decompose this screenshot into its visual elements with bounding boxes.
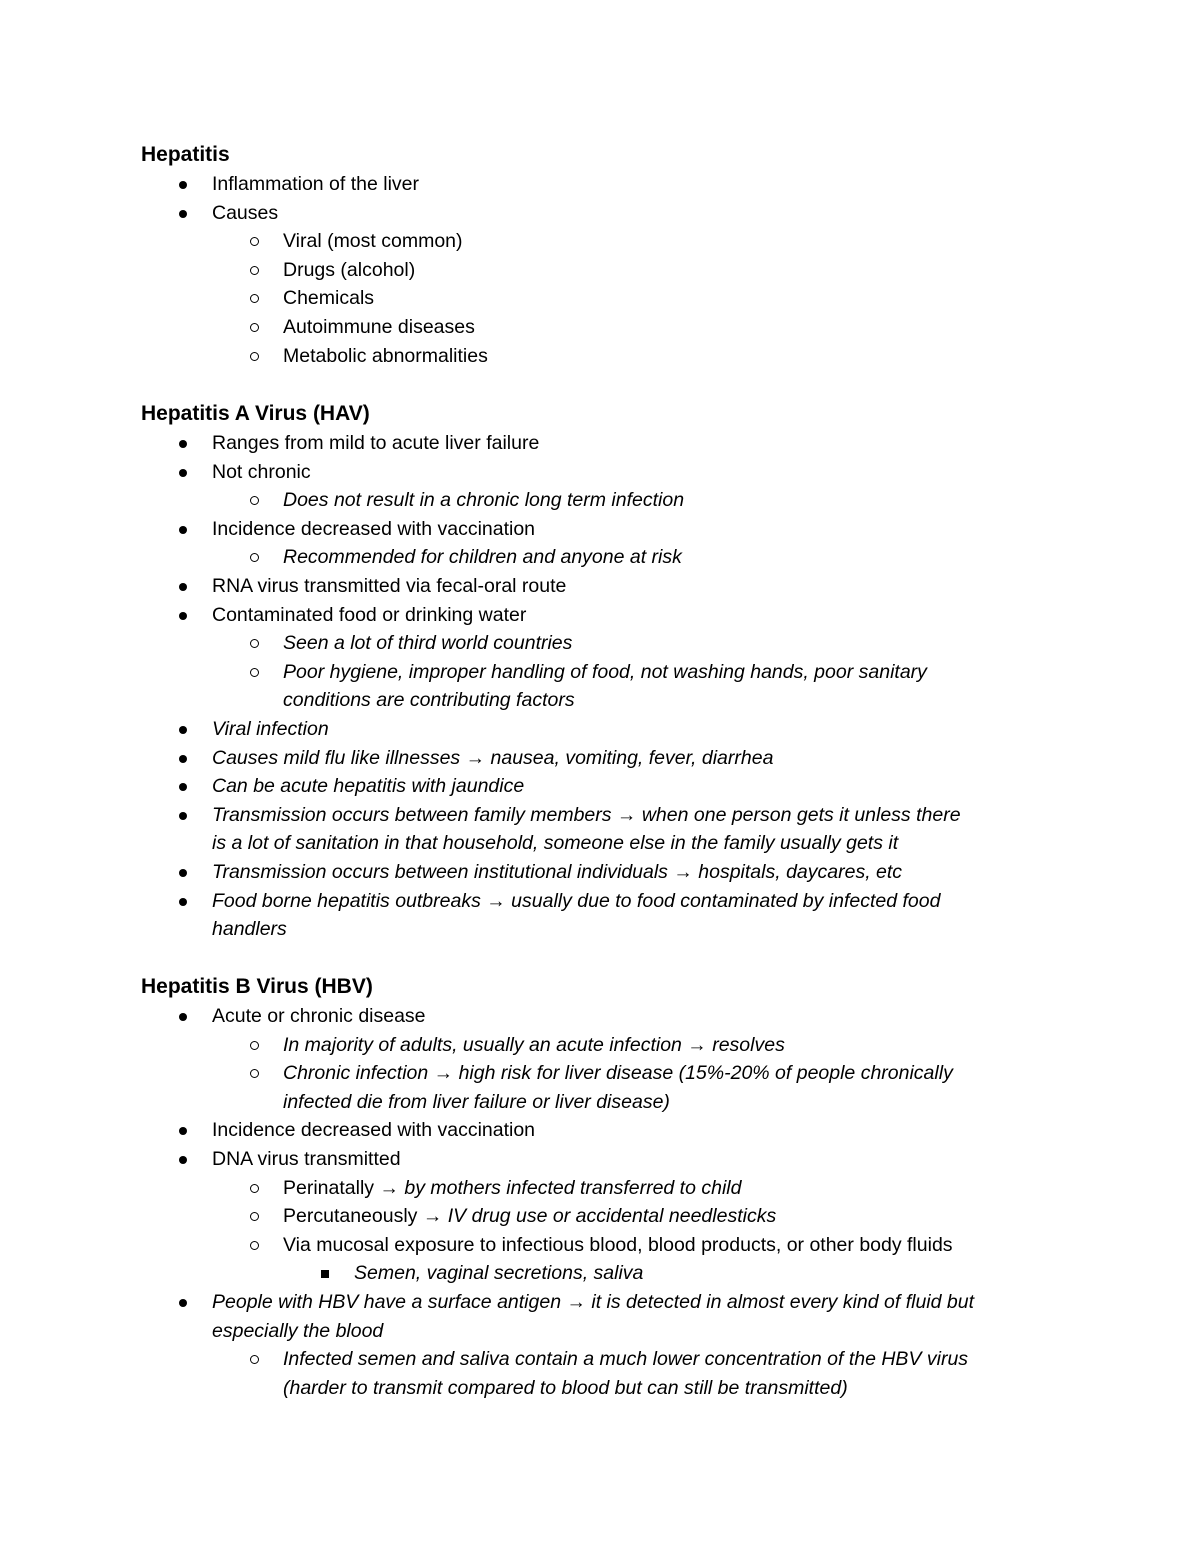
bullet-list xyxy=(141,429,1081,944)
bullet-circle-icon xyxy=(250,1212,259,1221)
bullet-disc-icon xyxy=(179,812,187,820)
list-item xyxy=(141,601,1081,630)
bullet-disc-icon xyxy=(179,1156,187,1164)
list-item xyxy=(141,801,1081,830)
list-item-text: Transmission occurs between family members → when one person gets it unless there xyxy=(212,803,961,826)
bullet-disc-icon xyxy=(179,181,187,189)
list-item xyxy=(141,1059,1081,1088)
list-item xyxy=(141,572,1081,601)
list-item-text: Incidence decreased with vaccination xyxy=(212,517,536,540)
bullet-disc-icon xyxy=(179,1127,187,1135)
list-item xyxy=(141,170,1081,199)
list-item-text: Autoimmune diseases xyxy=(283,315,475,338)
section-heading: Hepatitis xyxy=(141,143,230,166)
bullet-circle-icon xyxy=(250,237,259,246)
list-item-text: Transmission occurs between institutional individuals → hospitals, daycares, etc xyxy=(212,860,903,883)
list-item-text: Causes mild flu like illnesses → nausea, vomiting, fever, diarrhea xyxy=(212,746,774,769)
bullet-circle-icon xyxy=(250,1241,259,1250)
list-item xyxy=(141,858,1081,887)
list-item-text: Perinatally xyxy=(283,1176,375,1199)
list-item-text: especially the blood xyxy=(212,1319,384,1342)
list-item-text: Poor hygiene, improper handling of food, not washing hands, poor sanitary xyxy=(283,660,927,683)
list-item-text: is a lot of sanitation in that household, someone else in the family usually gets it xyxy=(212,832,899,855)
list-item xyxy=(141,1031,1081,1060)
list-item-text: People with HBV have a surface antigen → it is detected in almost every kind of fluid but xyxy=(212,1290,974,1313)
list-item-text: Chronic infection → high risk for liver disease (15%-20% of people chronically xyxy=(283,1062,953,1085)
list-item-text: Recommended for children and anyone at risk xyxy=(283,546,682,569)
list-item-text: handlers xyxy=(212,918,287,941)
bullet-disc-icon xyxy=(179,898,187,906)
list-item-text: Chemicals xyxy=(283,287,375,310)
bullet-disc-icon xyxy=(179,612,187,620)
bullet-circle-icon xyxy=(250,553,259,562)
list-item xyxy=(141,1002,1081,1031)
list-item xyxy=(141,887,1081,916)
list-item-continuation xyxy=(141,915,1081,944)
list-item-continuation xyxy=(141,1088,1081,1117)
list-item-text: Drugs (alcohol) xyxy=(283,258,416,281)
list-item xyxy=(141,629,1081,658)
list-item xyxy=(141,1259,1081,1288)
bullet-circle-icon xyxy=(250,496,259,505)
list-item-continuation xyxy=(141,829,1081,858)
list-item-text: DNA virus transmitted xyxy=(212,1147,401,1170)
bullet-square-icon xyxy=(321,1270,329,1278)
list-item-text: Acute or chronic disease xyxy=(212,1005,426,1027)
bullet-circle-icon xyxy=(250,668,259,677)
list-item-text: conditions are contributing factors xyxy=(283,689,575,712)
list-item-continuation xyxy=(141,1317,1081,1346)
list-item xyxy=(141,199,1081,228)
list-item-continuation xyxy=(141,686,1081,715)
list-item xyxy=(141,772,1081,801)
list-item-text: RNA virus transmitted via fecal-oral route xyxy=(212,574,567,597)
list-item-text: Inflammation of the liver xyxy=(212,173,420,195)
list-item-text: Semen, vaginal secretions, saliva xyxy=(354,1262,644,1285)
bullet-circle-icon xyxy=(250,266,259,275)
list-item xyxy=(141,515,1081,544)
list-item xyxy=(141,543,1081,572)
list-item-text: Percutaneously xyxy=(283,1205,418,1228)
bullet-disc-icon xyxy=(179,869,187,877)
bullet-circle-icon xyxy=(250,352,259,361)
list-item xyxy=(141,1231,1081,1260)
list-item xyxy=(141,658,1081,687)
list-item xyxy=(141,1345,1081,1374)
bullet-circle-icon xyxy=(250,1184,259,1193)
list-item xyxy=(141,744,1081,773)
list-item-text: Seen a lot of third world countries xyxy=(283,632,573,655)
bullet-circle-icon xyxy=(250,639,259,648)
section-hepatitis-b xyxy=(141,972,1081,1402)
list-item-detail: → IV drug use or accidental needlesticks xyxy=(417,1205,777,1228)
list-item xyxy=(141,429,1081,458)
list-item xyxy=(141,227,1081,256)
section-hepatitis xyxy=(141,140,1081,370)
list-item-text: Viral infection xyxy=(212,717,329,740)
list-item-text: Food borne hepatitis outbreaks → usually due to food contaminated by infected food xyxy=(212,889,941,912)
list-item xyxy=(141,486,1081,515)
bullet-circle-icon xyxy=(250,294,259,303)
list-item-text: Contaminated food or drinking water xyxy=(212,603,527,626)
bullet-list xyxy=(141,170,1081,370)
list-item xyxy=(141,342,1081,371)
list-item-text: Can be acute hepatitis with jaundice xyxy=(212,775,525,798)
bullet-disc-icon xyxy=(179,469,187,477)
bullet-disc-icon xyxy=(179,783,187,791)
section-hepatitis-a xyxy=(141,399,1081,944)
bullet-disc-icon xyxy=(179,1299,187,1307)
list-item xyxy=(141,1202,1081,1231)
bullet-circle-icon xyxy=(250,1041,259,1050)
section-heading: Hepatitis B Virus (HBV) xyxy=(141,975,373,998)
list-item xyxy=(141,1288,1081,1317)
bullet-circle-icon xyxy=(250,1069,259,1078)
bullet-disc-icon xyxy=(179,440,187,448)
list-item-text: Not chronic xyxy=(212,460,311,483)
bullet-disc-icon xyxy=(179,583,187,591)
list-item-text: (harder to transmit compared to blood but can still be transmitted) xyxy=(283,1376,848,1399)
bullet-disc-icon xyxy=(179,526,187,534)
list-item xyxy=(141,1145,1081,1174)
list-item-text: Via mucosal exposure to infectious blood, blood products, or other body fluids xyxy=(283,1233,953,1256)
bullet-circle-icon xyxy=(250,323,259,332)
list-item xyxy=(141,458,1081,487)
list-item xyxy=(141,715,1081,744)
bullet-list xyxy=(141,1002,1081,1402)
list-item-text: Does not result in a chronic long term infection xyxy=(283,489,685,512)
bullet-disc-icon xyxy=(179,755,187,763)
bullet-circle-icon xyxy=(250,1355,259,1364)
list-item xyxy=(141,284,1081,313)
list-item-text: Incidence decreased with vaccination xyxy=(212,1119,536,1142)
list-item-continuation xyxy=(141,1374,1081,1403)
list-item xyxy=(141,256,1081,285)
list-item xyxy=(141,1174,1081,1203)
list-item-text: infected die from liver failure or liver disease) xyxy=(283,1090,670,1113)
list-item-text: Metabolic abnormalities xyxy=(283,344,488,367)
bullet-disc-icon xyxy=(179,210,187,218)
list-item-text: Ranges from mild to acute liver failure xyxy=(212,432,540,454)
list-item-text: Causes xyxy=(212,201,279,224)
list-item xyxy=(141,1116,1081,1145)
section-heading: Hepatitis A Virus (HAV) xyxy=(141,402,370,425)
list-item xyxy=(141,313,1081,342)
list-item-text: Infected semen and saliva contain a much lower concentration of the HBV virus xyxy=(283,1348,969,1371)
bullet-disc-icon xyxy=(179,1013,187,1021)
list-item-text: In majority of adults, usually an acute infection → resolves xyxy=(283,1033,785,1056)
list-item-text: Viral (most common) xyxy=(283,230,463,253)
list-item-detail: → by mothers infected transferred to child xyxy=(374,1176,742,1199)
bullet-disc-icon xyxy=(179,726,187,734)
